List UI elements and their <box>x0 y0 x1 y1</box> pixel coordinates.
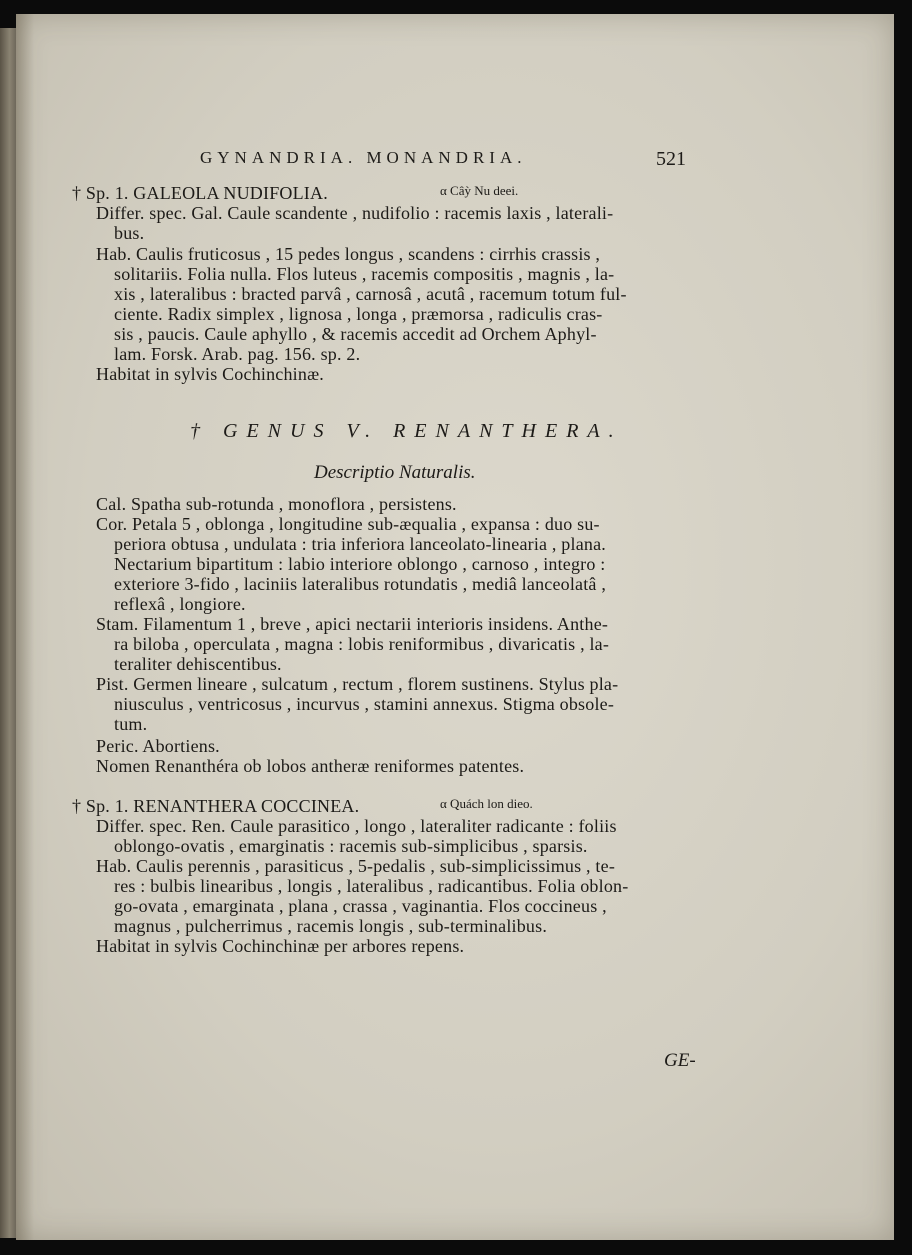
text-line: Pist. Germen lineare , sulcatum , rectum , florem sustinens. Stylus pla- <box>96 674 619 694</box>
text-line: oblongo-ovatis , emarginatis : racemis sub-simplicibus , sparsis. <box>114 836 588 856</box>
adjacent-page-edge <box>0 28 16 1238</box>
text-line: ra biloba , operculata , magna : lobis reniformibus , divaricatis , la- <box>114 634 610 654</box>
text-line: periora obtusa , undulata : tria inferiora lanceolato-linearia , plana. <box>114 534 606 554</box>
description-heading: Descriptio Naturalis. <box>314 462 476 483</box>
catchword: GE- <box>664 1050 696 1071</box>
text-line: Differ. spec. Gal. Caule scandente , nudifolio : racemis laxis , laterali- <box>96 203 614 223</box>
text-line: go-ovata , emarginata , plana , crassa , vaginantia. Flos coccineus , <box>114 896 607 916</box>
text-line: Habitat in sylvis Cochinchinæ per arbores repens. <box>96 936 465 956</box>
text-line: Hab. Caulis perennis , parasiticus , 5-pedalis , sub-simplicissimus , te- <box>96 856 616 876</box>
species-heading: † Sp. 1. RENANTHERA COCCINEA. <box>72 796 360 816</box>
species-heading: † Sp. 1. GALEOLA NUDIFOLIA. <box>72 183 328 203</box>
text-line: bus. <box>114 223 145 243</box>
text-line: ciente. Radix simplex , lignosa , longa , præmorsa , radiculis cras- <box>114 304 603 324</box>
text-line: Cal. Spatha sub-rotunda , monoflora , persistens. <box>96 494 457 514</box>
text-line: lam. Forsk. Arab. pag. 156. sp. 2. <box>114 344 361 364</box>
text-line: Nectarium bipartitum : labio interiore oblongo , carnoso , integro : <box>114 554 606 574</box>
genus-heading: † GENUS V. RENANTHERA. <box>190 420 623 442</box>
text-line: Stam. Filamentum 1 , breve , apici nectarii interioris insidens. Anthe- <box>96 614 609 634</box>
page-number: 521 <box>656 148 686 170</box>
text-line: Habitat in sylvis Cochinchinæ. <box>96 364 324 384</box>
text-line: Differ. spec. Ren. Caule parasitico , longo , lateraliter radicante : foliis <box>96 816 617 836</box>
text-line: res : bulbis linearibus , longis , lateralibus , radicantibus. Folia oblon- <box>114 876 629 896</box>
text-line: tum. <box>114 714 148 734</box>
text-line: solitariis. Folia nulla. Flos luteus , racemis compositis , magnis , la- <box>114 264 615 284</box>
running-head: GYNANDRIA. MONANDRIA. <box>200 148 527 167</box>
text-line: niusculus , ventricosus , incurvus , stamini annexus. Stigma obsole- <box>114 694 615 714</box>
text-line: sis , paucis. Caule aphyllo , & racemis accedit ad Orchem Aphyl- <box>114 324 597 344</box>
vernacular-name: α Câỳ Nu deei. <box>440 183 519 198</box>
text-line: reflexâ , longiore. <box>114 594 246 614</box>
text-line: exteriore 3-fido , laciniis lateralibus rotundatis , mediâ lanceolatâ , <box>114 574 607 594</box>
text-line: magnus , pulcherrimus , racemis longis , sub-terminalibus. <box>114 916 548 936</box>
text-line: xis , lateralibus : bracted parvâ , carnosâ , acutâ , racemum totum ful- <box>114 284 627 304</box>
vernacular-name: α Quách lon dieo. <box>440 796 533 811</box>
page-text <box>16 14 894 1240</box>
book-page <box>16 14 894 1240</box>
text-line: Peric. Abortiens. <box>96 736 220 756</box>
text-line: Nomen Renanthéra ob lobos antheræ reniformes patentes. <box>96 756 525 776</box>
text-line: Hab. Caulis fruticosus , 15 pedes longus , scandens : cirrhis crassis , <box>96 244 601 264</box>
text-line: teraliter dehiscentibus. <box>114 654 282 674</box>
text-line: Cor. Petala 5 , oblonga , longitudine sub-æqualia , expansa : duo su- <box>96 514 600 534</box>
